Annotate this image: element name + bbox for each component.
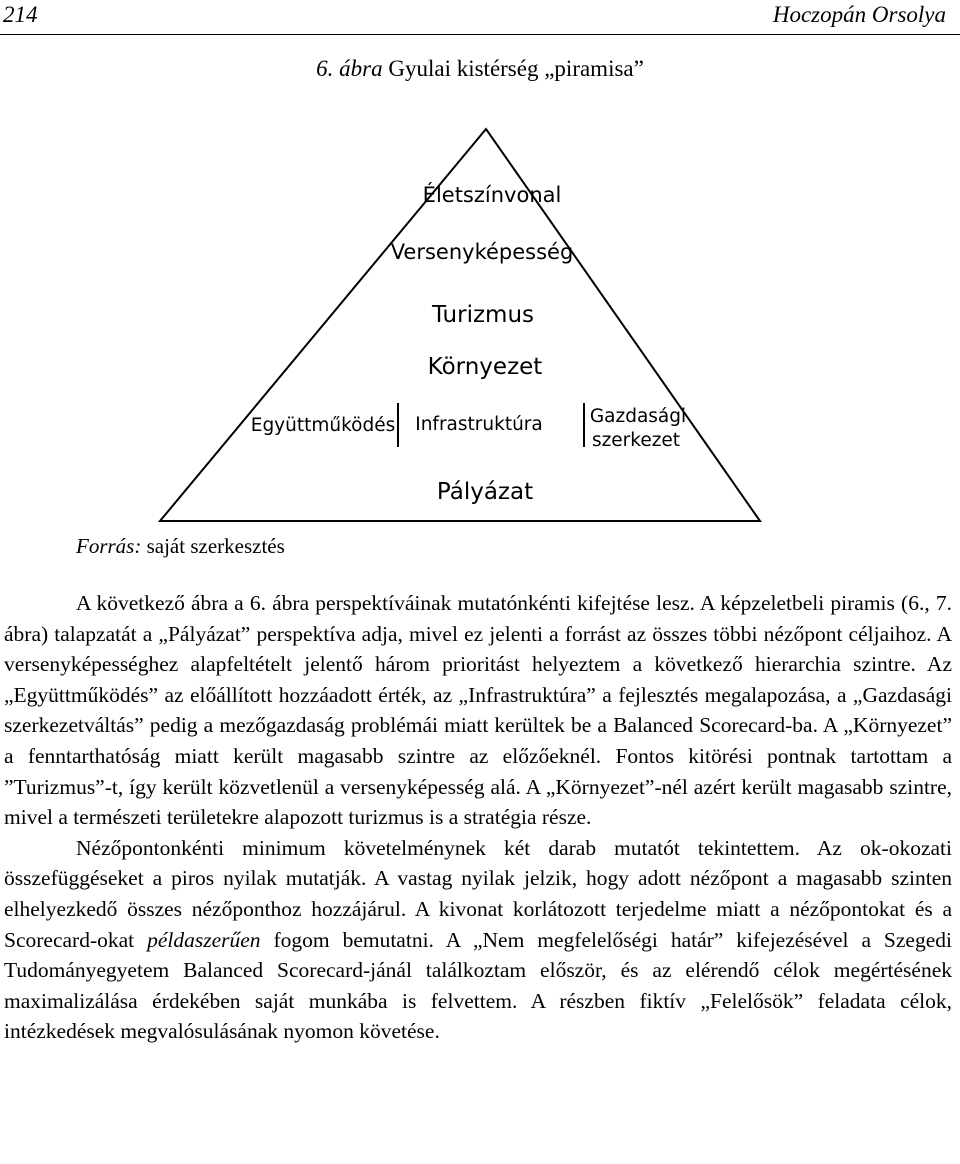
body-text <box>4 588 952 1047</box>
paragraph-2-part-b: fogom bemutatni. A „Nem megfelelőségi határ” kifejezésével a Szegedi Tudományegyetem Balanced Scorecard-jánál találkoztam először, és az elérendő célok megértésének maximalizálása érdekében saját munkába is felvettem. A részben fiktív „Felelősök” feladata célok, intézkedések megvalósulásának nyomon követése. <box>4 927 952 1044</box>
level-5-left-label: Együttműködés <box>250 415 396 436</box>
figure-title <box>0 56 960 82</box>
level-4-label: Környezet <box>427 354 543 380</box>
paragraph-1: A következő ábra a 6. ábra perspektíváinak mutatónkénti kifejtése lesz. A képzeletbeli piramis (6., 7. ábra) talapzatát a „Pályázat” perspektíva adja, mivel ez jelenti a forrást az összes többi nézőpont céljaihoz. A versenyképességhez alapfeltételt jelentő három prioritást helyeztem a következő hierarchia szintre. Az „Együttműködés” az előállított hozzáadott érték, az „Infrastruktúra” a fejlesztés megalapozása, a „Gazdasági szerkezetváltás” pedig a mezőgazdaság problémái miatt kerültek be a Balanced Scorecard-ba. A „Környezet” a fenntarthatóság miatt került magasabb szintre az előzőeknél. Fontos kitörési pontnak tartottam a ”Turizmus”-t, így került közvetlenül a versenyképesség alá. A „Környezet”-nél azért került magasabb szintre, mivel a természeti területekre alapozott turizmus is a stratégia része. <box>4 591 952 830</box>
level-3-label: Turizmus <box>431 302 535 328</box>
source-text: saját szerkesztés <box>141 534 285 558</box>
paragraph-2-emphasis: példaszerűen <box>147 927 261 952</box>
level-2-label: Versenyképesség <box>390 240 574 264</box>
base-level-label: Pályázat <box>436 479 534 505</box>
level-5-right-label-line2: szerkezet <box>591 430 681 451</box>
source-label: Forrás: <box>76 534 142 558</box>
figure-number: 6. ábra <box>316 56 383 81</box>
running-author: Hoczopán Orsolya <box>772 2 946 27</box>
page-number: 214 <box>3 2 38 27</box>
level-top-label: Életszínvonal <box>422 183 562 207</box>
figure-source <box>76 534 285 559</box>
pyramid-diagram <box>155 125 765 535</box>
level-5-right-label-line1: Gazdasági <box>589 406 687 427</box>
paragraph-2 <box>4 833 952 1047</box>
level-5-middle-label: Infrastruktúra <box>415 414 543 435</box>
figure-title-text: Gyulai kistérség „piramisa” <box>382 56 644 81</box>
paragraph-2-part-a: Nézőpontonkénti minimum követelménynek két darab mutatót tekintettem. Az ok-okozati összefüggéseket a piros nyilak mutatják. A vastag nyilak jelzik, hogy adott nézőpont a magasabb szinten elhelyezkedő összes nézőponthoz hozzájárul. A kivonat korlátozott terjedelme miatt a nézőpontokat és a Scorecard-okat <box>4 835 952 952</box>
page-header <box>0 0 960 35</box>
